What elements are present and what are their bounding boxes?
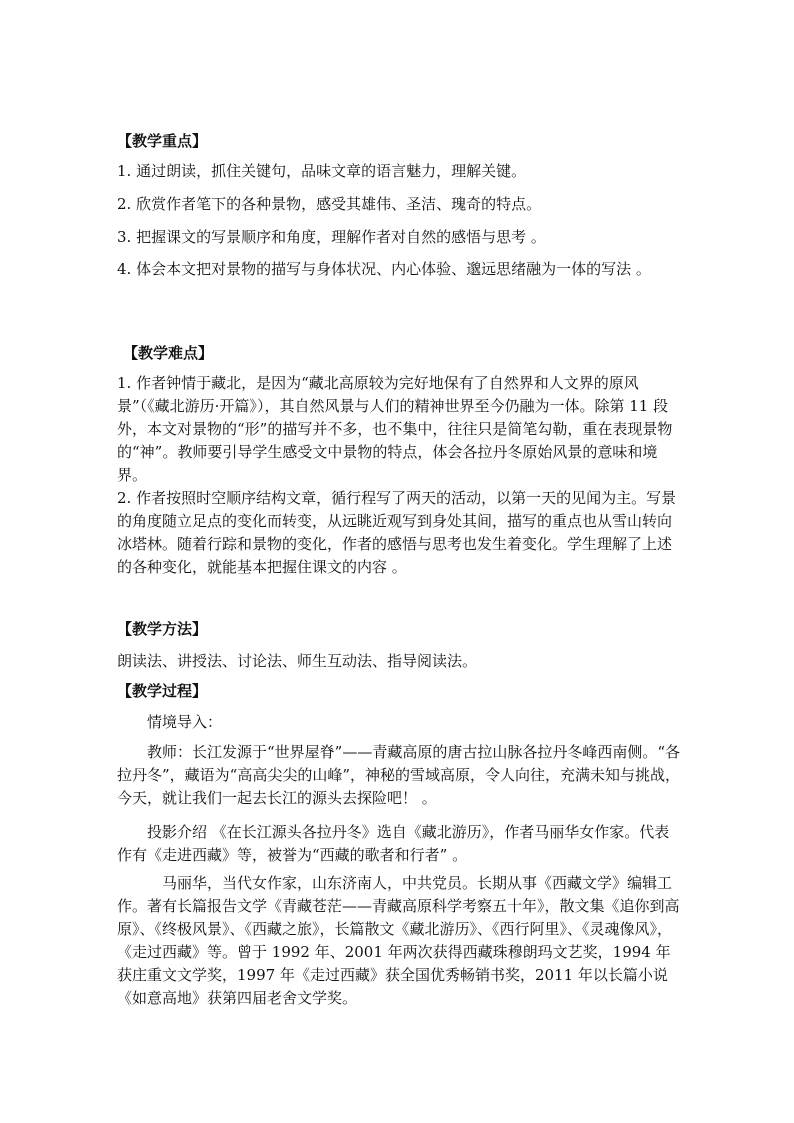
key-point-3: 3. 把握课文的写景顺序和角度，理解作者对自然的感悟与思考 。 [117, 228, 546, 246]
process-teacher: 教师：长江发源于“世界屋脊”——青藏高原的唐古拉山脉各拉丹冬峰西南侧。“各拉丹冬”，藏语为“高高尖尖的山峰”，神秘的雪域高原，令人向往，充满未知与挑战，今天，就让我们一起去长江的源头去探险吧！ 。 [117, 743, 681, 807]
process-intro: 情境导入： [147, 713, 223, 731]
heading-difficulties: 【教学难点】 [123, 344, 214, 362]
difficulty-1: 1. 作者钟情于藏北，是因为“藏北高原较为完好地保有了自然界和人文界的原风景”（《藏北游历·开篇》），其自然风景与人们的精神世界至今仍融为一体。除第 11 段外，本文对景物的“形”的描写并不多，也不集中，往往只是简笔勾勒，重在表现景物的“神”。教师要引导学生感受文中景物的特点，体会各拉丹冬原始风景的意味和境界。 [117, 374, 673, 484]
process-author: 马丽华，当代女作家，山东济南人，中共党员。长期从事《西藏文学》编辑工作。著有长篇报告文学《青藏苍茫——青藏高原科学考察五十年》，散文集《追你到高原》、《终极风景》、《西藏之旅》，长篇散文《藏北游历》、《西行阿里》、《灵魂像风》，《走过西藏》等。曾于 1992 年、2001 年两次获得西藏珠穆朗玛文艺奖，1994 年获庄重文文学奖，1997 年《走过西藏》获全国优秀畅销书奖，2011 年以长篇小说《如意高地》获第四届老舍文学奖。 [117, 874, 680, 1007]
process-projection: 投影介绍 《在长江源头各拉丹冬》选自《藏北游历》，作者马丽华女作家。代表作有《走进西藏》等，被誉为“西藏的歌者和行者” 。 [117, 823, 670, 864]
heading-key-points: 【教学重点】 [117, 132, 208, 150]
heading-process: 【教学过程】 [117, 682, 208, 700]
key-point-4: 4. 体会本文把对景物的描写与身体状况、内心体验、邈远思绪融为一体的写法 。 [117, 260, 651, 278]
difficulty-2: 2. 作者按照时空顺序结构文章，循行程写了两天的活动，以第一天的见闻为主。写景的角度随立足点的变化而转变，从远眺近观写到身处其间，描写的重点也从雪山转向冰塔林。随着行踪和景物的变化，作者的感悟与思考也发生着变化。学生理解了上述的各种变化，就能基本把握住课文的内容 。 [117, 489, 677, 576]
methods-text: 朗读法、讲授法、讨论法、师生互动法、指导阅读法。 [117, 652, 478, 670]
key-point-1: 1. 通过朗读，抓住关键句，品味文章的语言魅力，理解关键。 [117, 162, 527, 180]
heading-methods: 【教学方法】 [117, 620, 208, 638]
key-point-2: 2. 欣赏作者笔下的各种景物，感受其雄伟、圣洁、瑰奇的特点。 [117, 195, 542, 213]
